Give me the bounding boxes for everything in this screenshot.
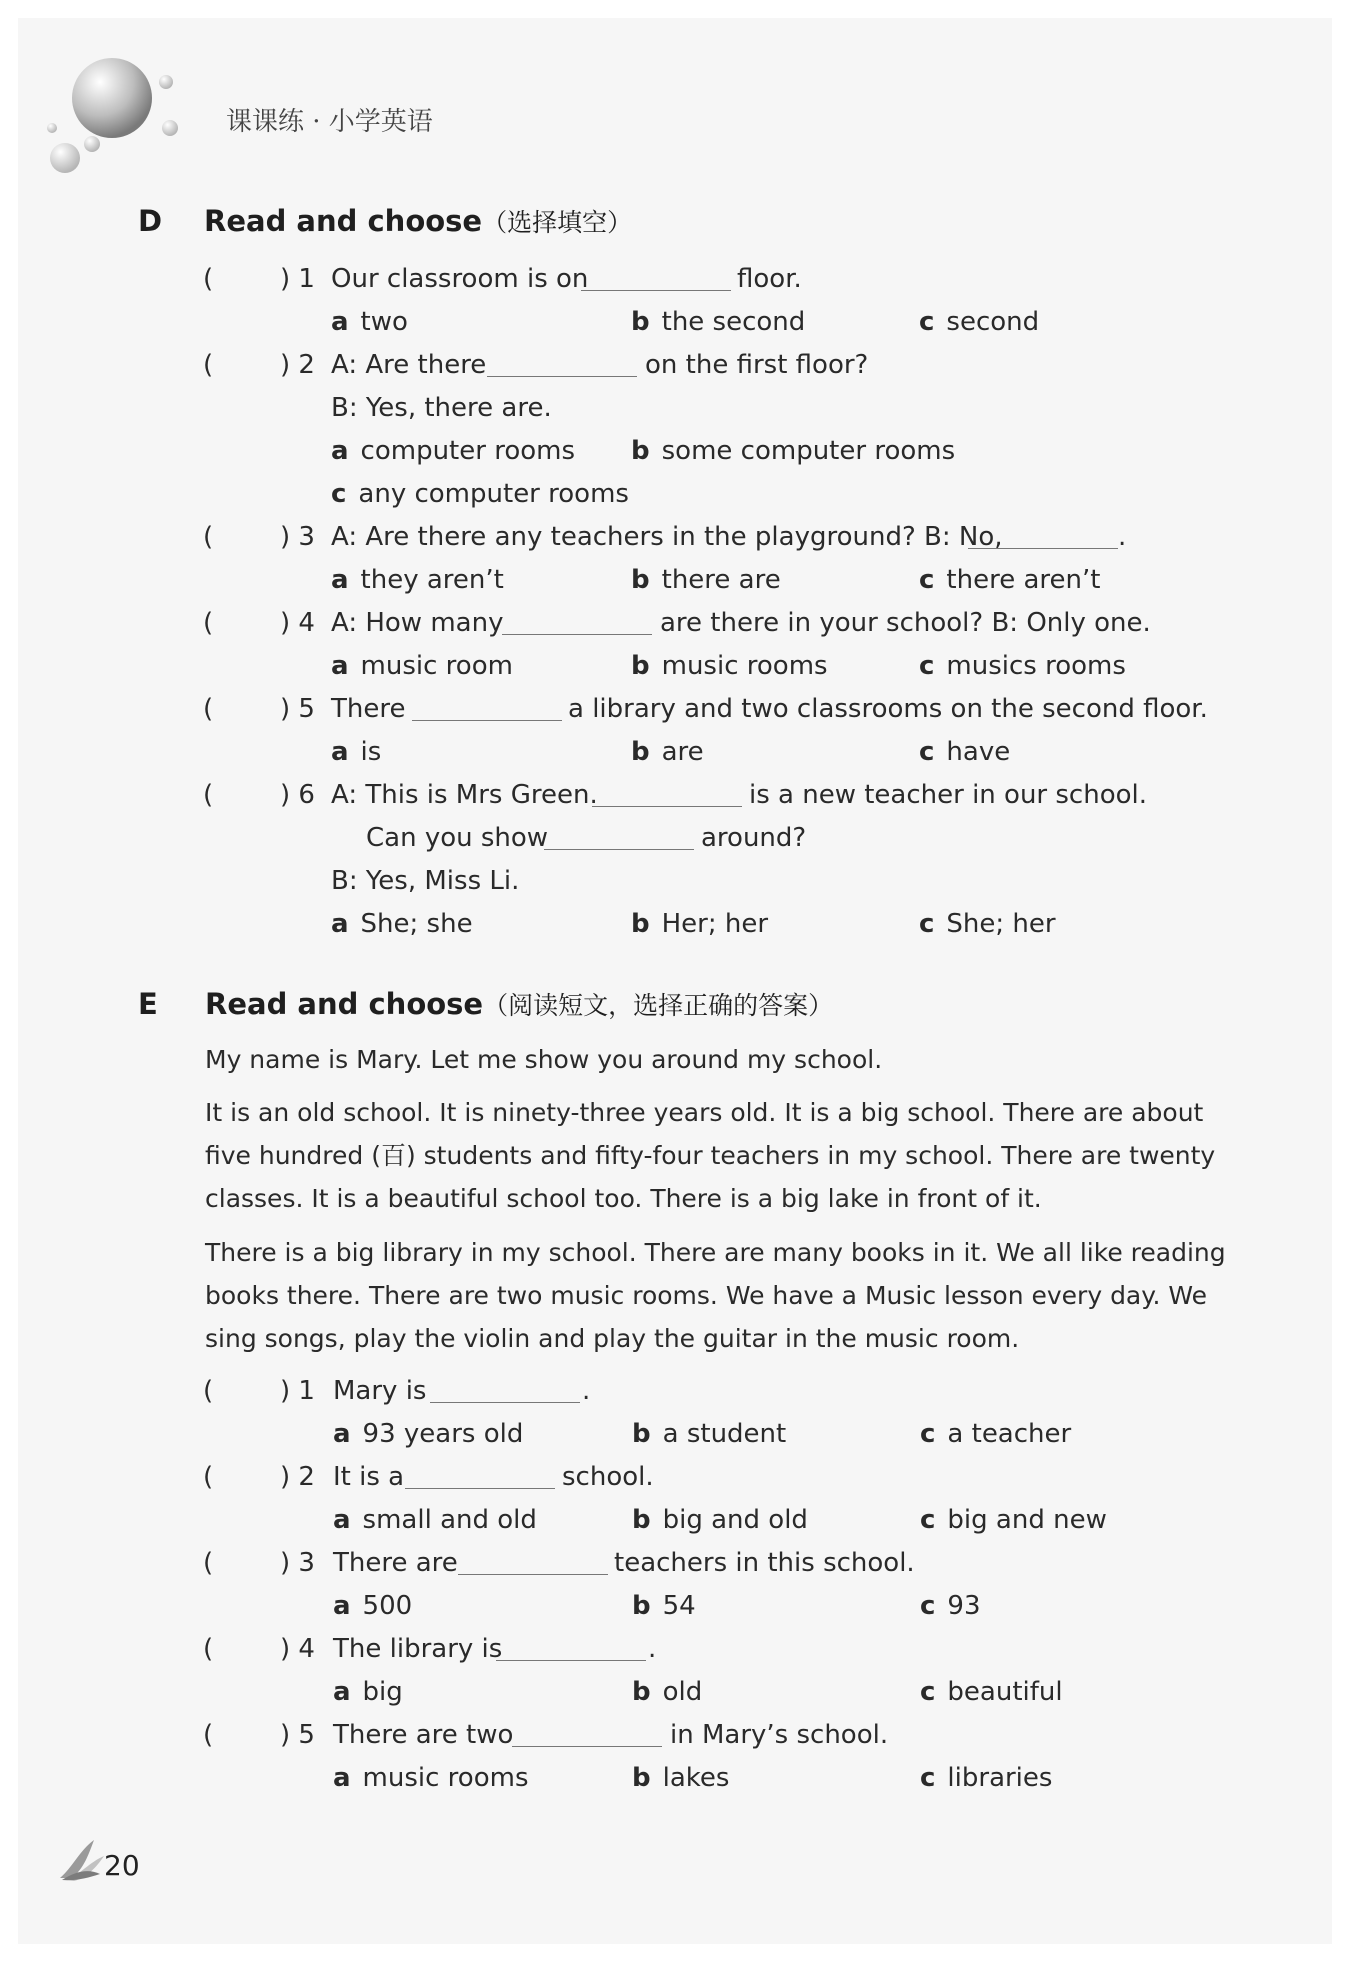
- option-letter: b: [632, 1419, 651, 1449]
- question-stem: A: How many: [331, 608, 504, 638]
- option-letter: c: [919, 565, 935, 595]
- option-text: big and new: [947, 1505, 1107, 1535]
- answer-paren: (: [203, 1634, 214, 1664]
- question-stem-end: .: [582, 1376, 591, 1406]
- option-letter: a: [333, 1677, 351, 1707]
- section-e-title: [205, 987, 834, 1021]
- passage-line: classes. It is a beautiful school too. There is a big lake in front of it.: [205, 1184, 1042, 1213]
- question-stem: A: Are there any teachers in the playground? B: No,: [331, 522, 1003, 552]
- option-b[interactable]: [632, 1507, 808, 1533]
- question-number: ) 3: [280, 1548, 315, 1578]
- question-number: ) 4: [280, 608, 315, 638]
- option-letter: b: [631, 307, 650, 337]
- option-text: 500: [362, 1591, 413, 1621]
- question-stem: Mary is: [333, 1376, 427, 1406]
- question-number: ) 3: [280, 522, 315, 552]
- question-number: ) 6: [280, 780, 315, 810]
- option-a[interactable]: [333, 1765, 529, 1791]
- answer-blank[interactable]: [496, 1660, 646, 1661]
- passage-line: It is an old school. It is ninety-three years old. It is a big school. There are about: [205, 1098, 1204, 1127]
- option-a[interactable]: [333, 1593, 412, 1619]
- option-b[interactable]: [632, 1765, 729, 1791]
- option-a[interactable]: [331, 567, 504, 593]
- option-text: She; her: [946, 909, 1056, 939]
- option-text: have: [946, 737, 1011, 767]
- option-b[interactable]: [632, 1421, 786, 1447]
- option-c[interactable]: [920, 1679, 1063, 1705]
- option-text: is: [360, 737, 382, 767]
- passage-line: sing songs, play the violin and play the guitar in the music room.: [205, 1324, 1020, 1353]
- option-a[interactable]: [331, 911, 473, 937]
- section-d-letter: D: [138, 204, 163, 238]
- question-number: ) 2: [280, 350, 315, 380]
- option-letter: a: [333, 1505, 351, 1535]
- option-letter: c: [331, 479, 347, 509]
- option-b[interactable]: [632, 1679, 702, 1705]
- dialogue-line: Can you show: [366, 823, 549, 853]
- option-text: 54: [662, 1591, 696, 1621]
- question-stem-end: teachers in this school.: [614, 1548, 915, 1578]
- page-number: 20: [104, 1849, 140, 1882]
- question-number: ) 2: [280, 1462, 315, 1492]
- option-text: musics rooms: [946, 651, 1126, 681]
- question-stem: There are two: [333, 1720, 514, 1750]
- option-text: old: [662, 1677, 703, 1707]
- option-letter: c: [920, 1677, 936, 1707]
- option-text: beautiful: [947, 1677, 1063, 1707]
- option-text: small and old: [362, 1505, 537, 1535]
- option-letter: c: [920, 1505, 936, 1535]
- question-number: ) 1: [280, 1376, 315, 1406]
- option-letter: b: [631, 565, 650, 595]
- option-text: music rooms: [362, 1763, 529, 1793]
- option-letter: b: [632, 1591, 651, 1621]
- section-e-subtitle: （阅读短文，选择正确的答案）: [483, 991, 834, 1020]
- option-letter: b: [631, 737, 650, 767]
- dialogue-line-end: around?: [701, 823, 807, 853]
- option-c[interactable]: [919, 309, 1039, 335]
- option-a[interactable]: [331, 309, 408, 335]
- option-c[interactable]: [920, 1593, 981, 1619]
- question-stem-end: .: [648, 1634, 657, 1664]
- dialogue-line: B: Yes, Miss Li.: [331, 866, 520, 896]
- option-letter: a: [331, 565, 349, 595]
- option-c[interactable]: [331, 481, 629, 507]
- question-number: ) 4: [280, 1634, 315, 1664]
- option-c[interactable]: [920, 1421, 1071, 1447]
- option-a[interactable]: [331, 739, 381, 765]
- answer-paren: (: [203, 350, 214, 380]
- leaf-decoration-icon: [58, 1838, 108, 1882]
- option-text: lakes: [662, 1763, 730, 1793]
- question-stem-end: school.: [562, 1462, 654, 1492]
- question-stem-end: on the first floor?: [645, 350, 869, 380]
- answer-paren: (: [203, 694, 214, 724]
- option-c[interactable]: [920, 1507, 1107, 1533]
- option-text: there aren’t: [946, 565, 1101, 595]
- option-letter: b: [632, 1677, 651, 1707]
- option-letter: c: [919, 307, 935, 337]
- question-stem-end: is a new teacher in our school.: [749, 780, 1148, 810]
- option-text: libraries: [947, 1763, 1053, 1793]
- question-number: ) 5: [280, 694, 315, 724]
- option-a[interactable]: [331, 653, 513, 679]
- question-stem: It is a: [333, 1462, 405, 1492]
- question-stem-end: .: [1118, 522, 1127, 552]
- option-text: a student: [662, 1419, 787, 1449]
- option-letter: a: [331, 436, 349, 466]
- section-d-title: [204, 204, 633, 238]
- option-text: a teacher: [947, 1419, 1072, 1449]
- question-number: ) 1: [280, 264, 315, 294]
- dialogue-line: B: Yes, there are.: [331, 393, 552, 423]
- option-text: any computer rooms: [358, 479, 629, 509]
- question-number: ) 5: [280, 1720, 315, 1750]
- option-a[interactable]: [333, 1421, 523, 1447]
- passage-line: My name is Mary. Let me show you around my school.: [205, 1045, 883, 1074]
- option-text: 93: [947, 1591, 981, 1621]
- option-text: big and old: [662, 1505, 808, 1535]
- option-letter: b: [631, 909, 650, 939]
- answer-blank[interactable]: [430, 1402, 580, 1403]
- option-letter: a: [331, 651, 349, 681]
- option-letter: c: [919, 909, 935, 939]
- option-letter: a: [331, 737, 349, 767]
- option-letter: a: [331, 909, 349, 939]
- option-c[interactable]: [919, 653, 1126, 679]
- passage-line: five hundred (百) students and fifty-four teachers in my school. There are twenty: [205, 1141, 1216, 1170]
- question-stem-end: floor.: [737, 264, 802, 294]
- option-text: She; she: [360, 909, 473, 939]
- option-text: second: [946, 307, 1040, 337]
- option-b[interactable]: [631, 438, 955, 464]
- option-b[interactable]: [631, 653, 828, 679]
- option-c[interactable]: [919, 567, 1100, 593]
- question-stem-end: a library and two classrooms on the second floor.: [568, 694, 1208, 724]
- option-text: music room: [360, 651, 513, 681]
- answer-paren: (: [203, 264, 214, 294]
- answer-blank[interactable]: [458, 1574, 608, 1575]
- section-d-title-text: Read and choose: [204, 204, 483, 238]
- option-b[interactable]: [631, 309, 805, 335]
- option-b[interactable]: [631, 739, 704, 765]
- option-text: are: [661, 737, 704, 767]
- answer-paren: (: [203, 1462, 214, 1492]
- option-text: the second: [661, 307, 806, 337]
- option-letter: b: [631, 436, 650, 466]
- option-b[interactable]: [631, 911, 768, 937]
- answer-blank[interactable]: [544, 849, 694, 850]
- option-letter: c: [920, 1763, 936, 1793]
- option-a[interactable]: [333, 1507, 537, 1533]
- answer-paren: (: [203, 1720, 214, 1750]
- option-letter: c: [919, 651, 935, 681]
- option-c[interactable]: [919, 911, 1056, 937]
- option-c[interactable]: [919, 739, 1010, 765]
- option-letter: b: [631, 651, 650, 681]
- option-a[interactable]: [331, 438, 575, 464]
- question-stem: A: Are there: [331, 350, 487, 380]
- option-text: there are: [661, 565, 781, 595]
- option-text: Her; her: [661, 909, 769, 939]
- option-letter: a: [333, 1591, 351, 1621]
- option-b[interactable]: [632, 1593, 696, 1619]
- option-letter: a: [331, 307, 349, 337]
- question-stem: Our classroom is on: [331, 264, 589, 294]
- option-text: computer rooms: [360, 436, 576, 466]
- section-e-letter: E: [138, 987, 158, 1021]
- question-stem-end: in Mary’s school.: [670, 1720, 889, 1750]
- question-stem: There: [331, 694, 406, 724]
- option-letter: b: [632, 1763, 651, 1793]
- option-text: music rooms: [661, 651, 828, 681]
- book-title: 课课练 · 小学英语: [226, 107, 433, 137]
- answer-paren: (: [203, 522, 214, 552]
- option-text: 93 years old: [362, 1419, 524, 1449]
- question-stem: The library is: [333, 1634, 503, 1664]
- question-stem: A: This is Mrs Green.: [331, 780, 598, 810]
- answer-blank[interactable]: [405, 1488, 555, 1489]
- question-stem: There are: [333, 1548, 458, 1578]
- bubbles-decoration-icon: [40, 50, 190, 190]
- answer-paren: (: [203, 780, 214, 810]
- option-text: big: [362, 1677, 403, 1707]
- option-text: two: [360, 307, 408, 337]
- answer-blank[interactable]: [487, 376, 637, 377]
- option-letter: a: [333, 1763, 351, 1793]
- option-text: some computer rooms: [661, 436, 956, 466]
- option-c[interactable]: [920, 1765, 1052, 1791]
- answer-blank[interactable]: [502, 634, 652, 635]
- answer-paren: (: [203, 608, 214, 638]
- answer-blank[interactable]: [412, 720, 562, 721]
- answer-blank[interactable]: [581, 290, 731, 291]
- option-letter: c: [920, 1419, 936, 1449]
- section-d-subtitle: （选择填空）: [482, 208, 633, 237]
- answer-blank[interactable]: [512, 1746, 662, 1747]
- answer-paren: (: [203, 1548, 214, 1578]
- answer-paren: (: [203, 1376, 214, 1406]
- option-text: they aren’t: [360, 565, 504, 595]
- option-a[interactable]: [333, 1679, 403, 1705]
- passage-line: There is a big library in my school. There are many books in it. We all like reading: [205, 1238, 1226, 1267]
- option-b[interactable]: [631, 567, 781, 593]
- option-letter: c: [920, 1591, 936, 1621]
- option-letter: b: [632, 1505, 651, 1535]
- answer-blank[interactable]: [968, 548, 1118, 549]
- option-letter: a: [333, 1419, 351, 1449]
- passage-line: books there. There are two music rooms. We have a Music lesson every day. We: [205, 1281, 1208, 1310]
- option-letter: c: [919, 737, 935, 767]
- question-stem-end: are there in your school? B: Only one.: [660, 608, 1151, 638]
- answer-blank[interactable]: [592, 806, 742, 807]
- section-e-title-text: Read and choose: [205, 987, 484, 1021]
